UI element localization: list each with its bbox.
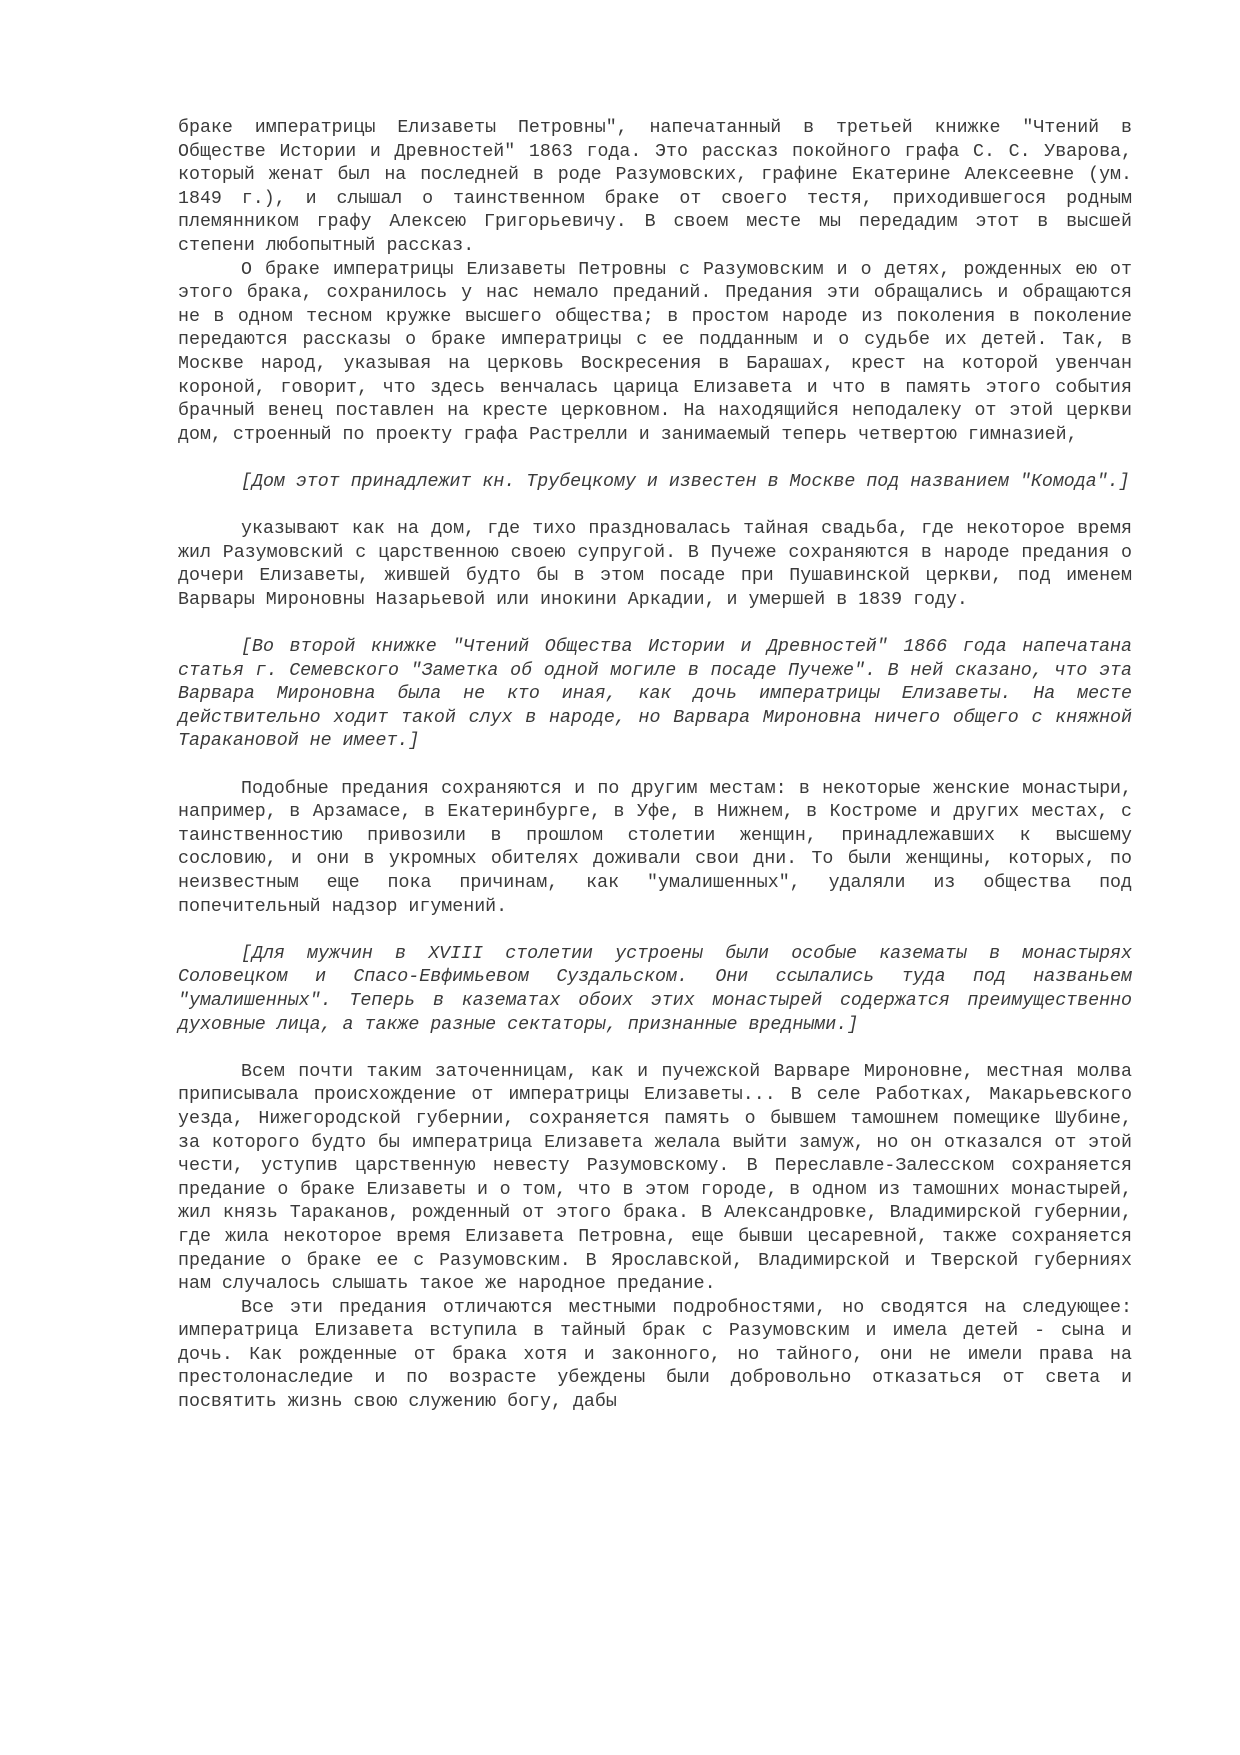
- paragraph-summary: Все эти предания отличаются местными подробностями, но сводятся на следующее: императрица Елизавета вступила в тайный брак с Разумовским и имела детей - сына и дочь. Как рожденные от брака хотя и законного, но тайного, они не имели права на престолонаследие и по возрасте убеждены были добровольно отказаться от света и посвятить жизнь свою служению богу, дабы: [178, 1297, 1132, 1413]
- document-page: [178, 117, 1132, 1415]
- footnote-semevsky: [Во второй книжке "Чтений Общества Истории и Древностей" 1866 года напечатана статья г. Семевского "Заметка об одной могиле в посаде Пучеже". В ней сказано, что эта Варвара Мироновна была не кто иная, как дочь императрицы Елизаветы. На месте действительно ходит такой слух в народе, но Варвара Мироновна ничего общего с княжной Таракановой не имеет.]: [178, 637, 1132, 752]
- paragraph-continuation: браке императрицы Елизаветы Петровны", напечатанный в третьей книжке "Чтений в Обществе Истории и Древностей" 1863 года. Это рассказ покойного графа С. С. Уварова, который женат был на последней в роде Разумовских, графине Екатерине Алексеевне (ум. 1849 г.), и слышал о таинственном браке от своего тестя, приходившегося родным племянником графу Алексею Григорьевичу. В своем месте мы передадим этот в высшей степени любопытный рассказ.: [178, 118, 1132, 256]
- paragraph-monasteries: Подобные предания сохраняются и по другим местам: в некоторые женские монастыри, например, в Арзамасе, в Екатеринбурге, в Уфе, в Нижнем, в Костроме и других местах, с таинственностию привозили в прошлом столетии женщин, принадлежавших к высшему сословию, и они в укромных обителях доживали свои дни. То были женщины, которых, по неизвестным еще пока причинам, как "умалишенных", удаляли из общества под попечительный надзор игумений.: [178, 778, 1132, 917]
- footnote-dom-komoda: [Дом этот принадлежит кн. Трубецкому и известен в Москве под названием "Комода".]: [241, 471, 1130, 492]
- paragraph-wedding-house: указывают как на дом, где тихо праздновалась тайная свадьба, где некоторое время жил Разумовский с царственною своею супругой. В Пучеже сохраняются в народе предания о дочери Елизаветы, жившей будто бы в этом посаде при Пушавинской церкви, под именем Варвары Мироновны Назарьевой или инокини Аркадии, и умершей в 1839 году.: [178, 519, 1132, 610]
- paragraph-legends: О браке императрицы Елизаветы Петровны с Разумовским и о детях, рожденных ею от этого брака, сохранилось у нас немало преданий. Предания эти обращались и обращаются не в одном тесном кружке высшего общества; в простом народе из поколения в поколение передаются рассказы о браке императрицы с ее подданным и о судьбе их детей. Так, в Москве народ, указывая на церковь Воскресения в Барашах, крест на которой увенчан короной, говорит, что здесь венчалась царица Елизавета и что в память этого события брачный венец поставлен на кресте церковном. На находящийся неподалеку от этой церкви дом, строенный по проекту графа Растрелли и занимаемый теперь четвертою гимназией,: [178, 259, 1132, 445]
- paragraph-local-legends: Всем почти таким заточенницам, как и пучежской Варваре Мироновне, местная молва приписывала происхождение от императрицы Елизаветы... В селе Работках, Макарьевского уезда, Нижегородской губернии, сохраняется память о бывшем тамошнем помещике Шубине, за которого будто бы императрица Елизавета желала выйти замуж, но он отказался от этой чести, уступив царственную невесту Разумовскому. В Переславле-Залесском сохраняется предание о браке Елизаветы и о том, что в этом городе, в одном из тамошних монастырей, жил князь Тараканов, рожденный от этого брака. В Александровке, Владимирской губернии, где жила некоторое время Елизавета Петровна, еще бывши цесаревной, также сохраняется предание о браке ее с Разумовским. В Ярославской, Владимирской и Тверской губерниях нам случалось слышать такое же народное предание.: [178, 1061, 1132, 1295]
- footnote-casemates: [Для мужчин в XVIII столетии устроены были особые казематы в монастырях Соловецком и Спасо-Евфимьевом Суздальском. Они ссылались туда под названьем "умалишенных". Теперь в казематах обоих этих монастырей содержатся преимущественно духовные лица, а также разные сектаторы, признанные вредными.]: [178, 943, 1132, 1035]
